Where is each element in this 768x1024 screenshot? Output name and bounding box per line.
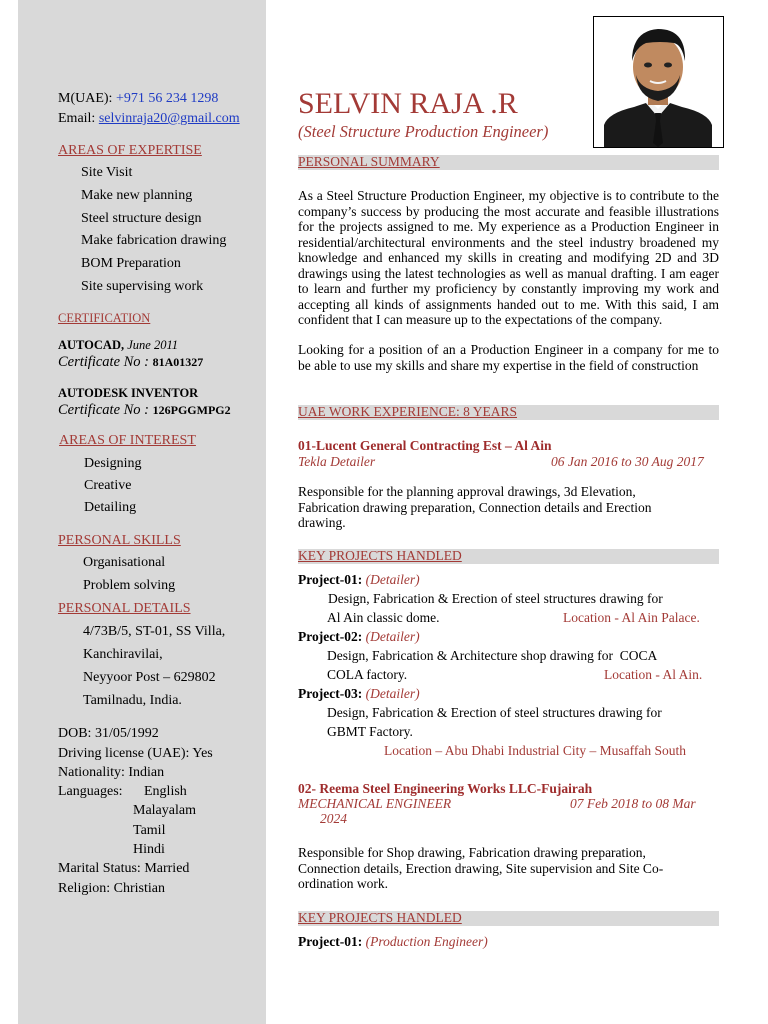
projects-heading-bar [298,911,719,926]
cert-number-label: Certificate No : [58,402,153,418]
address-line: 4/73B/5, ST-01, SS Villa, [83,624,226,639]
project-desc-line: Design, Fabrication & Architecture shop drawing for COCA [327,648,658,663]
project-location: Location - Al Ain Palace. [563,610,700,625]
cert-autocad-line [58,338,178,353]
address-line: Tamilnadu, India. [83,693,182,708]
experience-heading: UAE WORK EXPERIENCE: 8 YEARS [298,404,517,419]
interest-item: Creative [84,478,132,493]
expertise-item: Steel structure design [81,211,202,226]
job-dates-continued: 2024 [320,811,347,826]
summary-heading-bar [298,155,719,170]
project-desc-line: COLA factory. [327,667,408,682]
expertise-item: Make fabrication drawing [81,233,227,248]
cert-autocad-number-line [58,353,203,371]
project-desc-line: Al Ain classic dome. [327,610,440,625]
certification-heading: CERTIFICATION [58,311,151,325]
address-line: Kanchiravilai, [83,647,163,662]
experience-heading-bar [298,405,719,420]
expertise-item: BOM Preparation [81,256,181,271]
project-role: (Detailer) [365,686,420,701]
expertise-item: Make new planning [81,188,193,203]
job-company: 01-Lucent General Contracting Est – Al Ain [298,438,552,453]
job-role: MECHANICAL ENGINEER [298,796,452,811]
mobile-number[interactable]: +971 56 234 1298 [115,91,219,106]
cert-name: AUTOCAD, [58,338,125,352]
languages-label: Languages: [58,784,123,799]
job-role: Tekla Detailer [298,454,376,469]
cert-name: AUTODESK INVENTOR [58,386,199,400]
interest-item: Designing [84,456,142,471]
projects-heading: KEY PROJECTS HANDLED [298,548,462,563]
job-description: Responsible for Shop drawing, Fabrication drawing preparation, Connection details, Erection drawing, Site supervision and Site Co-ordination work. [298,845,664,891]
person-name: SELVIN RAJA .R [298,87,518,120]
project-label-line [298,572,420,588]
religion: Religion: Christian [58,881,165,896]
language-item: Tamil [133,823,166,838]
interest-item: Detailing [84,500,137,515]
driving-license: Driving license (UAE): Yes [58,746,213,761]
summary-heading: PERSONAL SUMMARY [298,154,440,169]
skill-item: Problem solving [83,578,176,593]
language-item: Malayalam [133,803,196,818]
project-label: Project-03: [298,686,363,701]
projects-heading-bar [298,549,719,564]
address-line: Neyyoor Post – 629802 [83,670,216,685]
dob: DOB: 31/05/1992 [58,726,159,741]
project-role: (Detailer) [365,629,420,644]
project-label-line [298,629,420,645]
job-title: (Steel Structure Production Engineer) [298,122,549,141]
job-company: 02- Reema Steel Engineering Works LLC-Fujairah [298,781,593,796]
project-label: Project-01: [298,934,363,949]
project-label-line [298,934,488,950]
project-location: Location - Al Ain. [604,667,703,682]
job-dates: 07 Feb 2018 to 08 Mar [570,796,696,811]
interest-heading: AREAS OF INTEREST [59,433,196,448]
nationality: Nationality: Indian [58,765,165,780]
summary-text-2: Looking for a position of an a Production Engineer in a company for me to be able to use my skills and share my expertise in the field of construction [298,342,719,373]
project-role: (Detailer) [365,572,420,587]
project-role: (Production Engineer) [365,934,488,949]
skills-heading: PERSONAL SKILLS [58,533,181,548]
project-desc-line: Design, Fabrication & Erection of steel structures drawing for [328,591,663,606]
project-label: Project-01: [298,572,363,587]
mobile-line [58,91,218,107]
cert-date: June 2011 [127,338,179,352]
project-desc-line: GBMT Factory. [327,724,413,739]
project-label: Project-02: [298,629,363,644]
email-line [58,111,240,127]
cert-inventor-number-line [58,401,231,419]
expertise-item: Site supervising work [81,279,204,294]
cert-number-label: Certificate No : [58,354,153,370]
project-location: Location – Abu Dhabi Industrial City – Musaffah South [384,743,686,758]
profile-photo [593,16,724,148]
email-link[interactable]: selvinraja20@gmail.com [98,111,240,126]
project-desc-line: Design, Fabrication & Erection of steel structures drawing for [327,705,662,720]
projects-heading: KEY PROJECTS HANDLED [298,910,462,925]
skill-item: Organisational [83,555,166,570]
summary-text: As a Steel Structure Production Engineer, my objective is to contribute to the company’s success by producing the most accurate and feasible illustrations for the projects assigned to me. My experience as a Production Engineer in residential/architectural environments and the steel industry broadened my knowledge and enhanced my skills in creating and modifying 2D and 3D drawings using the latest technologies as well as manual drafting. I am eager to learn and further my proficiency by constantly improving my work and accepting all kinds of assignments handed out to me. With this said, I am confident that I can measure up to the expectations of the company. [298,188,719,327]
project-label-line [298,686,420,702]
expertise-item: Site Visit [81,165,133,180]
details-heading: PERSONAL DETAILS [58,601,191,616]
mobile-label: M(UAE): [58,91,116,106]
email-label: Email: [58,111,99,126]
expertise-heading: AREAS OF EXPERTISE [58,143,202,158]
language-item: Hindi [133,842,165,857]
marital-status: Marital Status: Married [58,861,190,876]
language-item: English [144,784,187,799]
cert-number: 126PGGMPG2 [152,403,231,417]
job-description: Responsible for the planning approval drawings, 3d Elevation, Fabrication drawing preparation, Connection details and Erection drawing. [298,484,652,530]
cert-number: 81A01327 [152,355,204,369]
job-dates: 06 Jan 2016 to 30 Aug 2017 [551,454,704,469]
